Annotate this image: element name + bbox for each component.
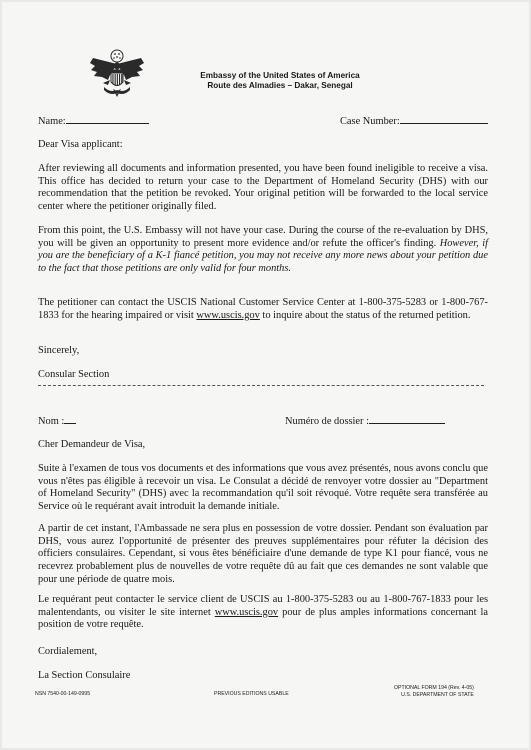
footer-department: U.S. DEPARTMENT OF STATE bbox=[401, 691, 474, 698]
footer-editions: PREVIOUS EDITIONS USABLE bbox=[214, 691, 289, 697]
paragraph-en-2 bbox=[38, 225, 488, 276]
paragraph-fr-3-tail: pour de plus amples informations concernant la position de votre requête. bbox=[38, 606, 488, 631]
closing-en: Sincerely, bbox=[38, 345, 80, 356]
footer-form-id bbox=[394, 685, 474, 698]
paragraph-en-2-text: From this point, the U.S. Embassy will not have your case. During the course of the re-evaluation by DHS, you will be given an opportunity to present more evidence and/or refute the officer's finding. bbox=[38, 225, 488, 249]
paragraph-en-1: After reviewing all documents and information presented, you have been found ineligible to receive a visa. This office has decided to return your case to the Department of Homeland Security (DHS) with our recommendation that the petition be revoked. Your original petition will be forwarded to the local service center where the petitioner originally filed. bbox=[38, 163, 488, 213]
letterhead-address: Route des Almadies – Dakar, Senegal bbox=[207, 81, 353, 90]
paragraph-en-3-text: The petitioner can contact the USCIS National Customer Service Center at 1-800-375-5283 or 1-800-767-1833 for the hearing impaired or visit bbox=[38, 297, 488, 321]
letterhead-title: Embassy of the United States of America bbox=[200, 71, 360, 80]
name-label-fr: Nom : bbox=[38, 416, 65, 427]
case-label-fr: Numéro de dossier : bbox=[285, 416, 369, 427]
greeting-en: Dear Visa applicant: bbox=[38, 139, 123, 150]
closing-fr: Cordialement, bbox=[38, 646, 98, 657]
paragraph-en-2-italic: However, if you are the beneficiary of a K-1 fiancé petition, you may not receive any more news about your petition due to the fact that those petitions are only valid for four months. bbox=[38, 237, 488, 275]
paragraph-fr-1: Suite à l'examen de tous vos documents et des informations que vous avez présentés, nous avons conclu que vous n'êtes pas éligible à recevoir un visa. Le Consulat a décidé de renvoyer votre dossier au "Department of Homeland Security" (DHS) avec la recommandation qu'il soit révoqué. Votre requête sera transférée au Service où le requérant avait introduit la demande initiale. bbox=[38, 463, 488, 513]
case-blank-fr[interactable] bbox=[369, 415, 445, 424]
paragraph-en-3 bbox=[38, 297, 488, 322]
signature-fr: La Section Consulaire bbox=[38, 670, 131, 681]
letterhead bbox=[190, 71, 370, 91]
name-label-en: Name: bbox=[38, 116, 66, 127]
eagle-seal-icon bbox=[86, 49, 148, 111]
paragraph-en-3-tail: to inquire about the status of the returned petition. bbox=[259, 309, 471, 321]
uscis-link-en[interactable]: www.uscis.gov bbox=[196, 309, 260, 321]
paragraph-fr-3 bbox=[38, 594, 488, 632]
case-label-en: Case Number: bbox=[340, 116, 400, 127]
letter-page bbox=[2, 2, 529, 748]
paragraph-fr-3-text: Le requérant peut contacter le service client de USCIS au 1-800-375-5283 ou au 1-800-767-1833 pour les malentendants, ou visiter le site internet bbox=[38, 594, 488, 618]
uscis-link-fr[interactable]: www.uscis.gov bbox=[214, 606, 279, 618]
footer-nsn: NSN 7540-00-149-0995 bbox=[35, 691, 91, 697]
signature-en: Consular Section bbox=[38, 369, 110, 380]
name-field-fr[interactable] bbox=[38, 415, 76, 429]
case-field-fr[interactable] bbox=[285, 415, 445, 429]
name-field-en[interactable] bbox=[38, 115, 149, 129]
case-blank-en[interactable] bbox=[400, 115, 488, 124]
cut-line-divider bbox=[38, 385, 484, 386]
name-blank-fr[interactable] bbox=[64, 415, 76, 424]
paragraph-fr-2: A partir de cet instant, l'Ambassade ne sera plus en possession de votre dossier. Pendant son évaluation par DHS, vous aurez l'opportunité de présenter des preuves supplémentaires pour réfuter la décision des officiers consulaires. Cependant, si vous êtes bénéficiaire d'une demande de type K1 pour fiancé, vous ne recevrez probablement plus de nouvelles de votre requête dû au fait que ces demandes ne sont valable que pour une période de quatre mois. bbox=[38, 523, 488, 585]
case-field-en[interactable] bbox=[340, 115, 488, 129]
name-blank-en[interactable] bbox=[66, 115, 149, 124]
greeting-fr: Cher Demandeur de Visa, bbox=[38, 439, 146, 450]
footer-form-number: OPTIONAL FORM 194 (Rev. 4-05) bbox=[394, 685, 474, 691]
